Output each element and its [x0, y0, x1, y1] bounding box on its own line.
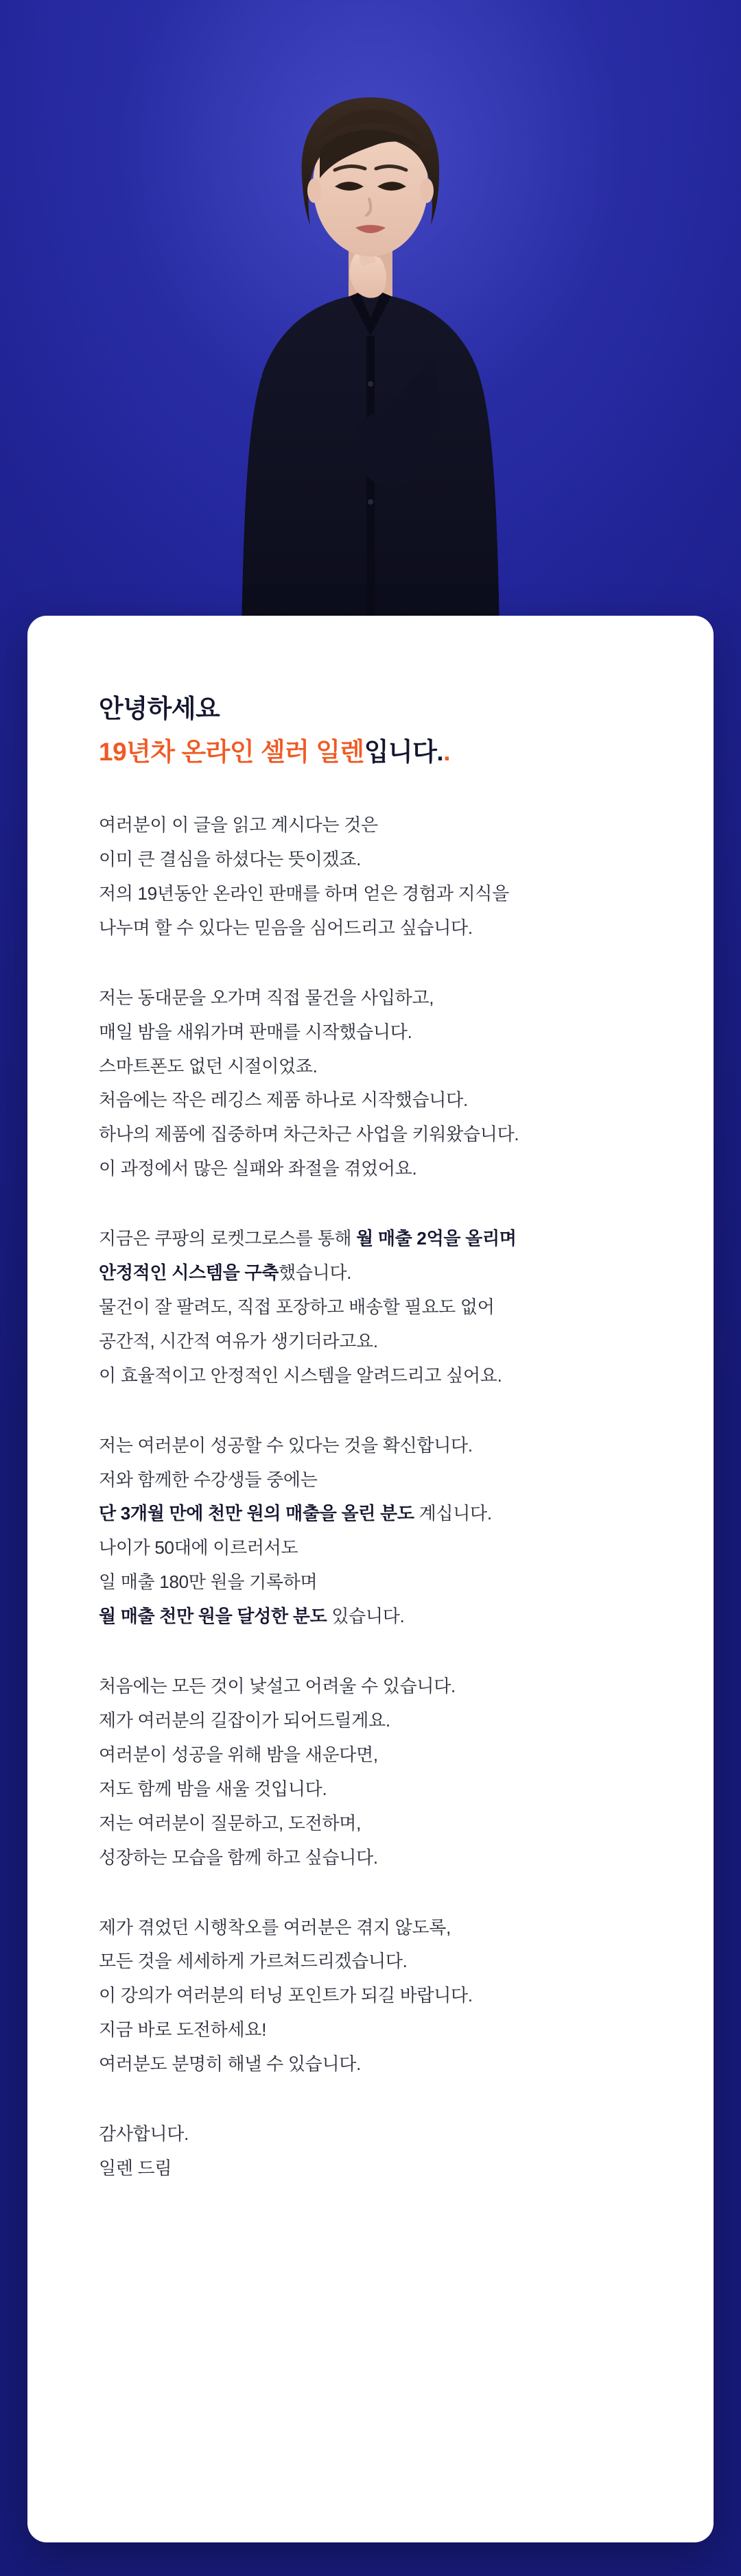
paragraph-line: 일 매출 180만 원을 기록하며 — [99, 1572, 318, 1593]
paragraph-line: 저는 여러분이 성공할 수 있다는 것을 확신합니다. — [99, 1434, 473, 1456]
page-title: 안녕하세요 — [99, 695, 220, 723]
paragraph-line: 이미 큰 결심을 하셨다는 뜻이겠죠. — [99, 848, 362, 869]
page-subtitle-accent: 19년차 온라인 셀러 일렌 — [99, 737, 364, 766]
paragraph-line: 처음에는 작은 레깅스 제품 하나로 시작했습니다. — [99, 1090, 468, 1111]
paragraph-closing — [99, 1911, 642, 2082]
paragraph-line: 지금 바로 도전하세요! — [99, 2019, 267, 2041]
paragraph-line: 안정적인 시스템을 구축했습니다. — [99, 1262, 352, 1284]
paragraph-line: 여러분도 분명히 해낼 수 있습니다. — [99, 2054, 362, 2075]
paragraph-line: 여러분이 성공을 위해 밤을 새운다면, — [99, 1744, 378, 1765]
paragraph-line: 저는 동대문을 오가며 직접 물건을 사입하고, — [99, 987, 434, 1008]
emphasis-text: 안정적인 시스템을 구축 — [99, 1262, 279, 1284]
letter-card-body — [27, 616, 714, 2248]
paragraph-line: 저는 여러분이 질문하고, 도전하며, — [99, 1812, 362, 1833]
paragraph-students — [99, 1429, 642, 1634]
paragraph-now — [99, 1222, 642, 1393]
paragraph-line: 저와 함께한 수강생들 중에는 — [99, 1469, 318, 1490]
emphasis-text: 단 3개월 만에 천만 원의 매출을 올린 분도 — [99, 1503, 414, 1524]
paragraph-line: 이 강의가 여러분의 터닝 포인트가 되길 바랍니다. — [99, 1985, 473, 2006]
emphasis-text: 월 매출 천만 원을 달성한 분도 — [99, 1606, 327, 1627]
paragraph-line: 공간적, 시간적 여유가 생기더라고요. — [99, 1330, 378, 1351]
paragraph-line: 저의 19년동안 온라인 판매를 하며 얻은 경험과 지식을 — [99, 882, 509, 904]
letter-card — [27, 616, 714, 2542]
instructor-portrait — [178, 41, 563, 631]
page-subtitle-rest: 입니다. — [364, 737, 444, 766]
paragraph-support — [99, 1670, 642, 1875]
paragraph-line: 이 효율적이고 안정적인 시스템을 알려드리고 싶어요. — [99, 1364, 502, 1386]
paragraph-line: 나이가 50대에 이르러서도 — [99, 1537, 298, 1558]
paragraph-line: 월 매출 천만 원을 달성한 분도 있습니다. — [99, 1606, 405, 1627]
emphasis-text: 월 매출 2억을 올리며 — [356, 1228, 517, 1249]
paragraph-intro — [99, 808, 642, 946]
paragraph-line: 처음에는 모든 것이 낯설고 어려울 수 있습니다. — [99, 1676, 456, 1697]
paragraph-line: 성장하는 모습을 함께 하고 싶습니다. — [99, 1846, 378, 1868]
paragraph-line: 모든 것을 세세하게 가르쳐드리겠습니다. — [99, 1951, 408, 1972]
paragraph-line: 제가 겪었던 시행착오를 여러분은 겪지 않도록, — [99, 1916, 451, 1938]
page-subtitle-dot: . — [443, 737, 450, 766]
paragraph-line: 여러분이 이 글을 읽고 계시다는 것은 — [99, 815, 378, 836]
page-subtitle — [99, 734, 642, 771]
paragraph-line: 하나의 제품에 집중하며 차근차근 사업을 키워왔습니다. — [99, 1124, 519, 1145]
paragraph-line: 지금은 쿠팡의 로켓그로스를 통해 월 매출 2억을 올리며 — [99, 1228, 517, 1249]
paragraph-line: 물건이 잘 팔려도, 직접 포장하고 배송할 필요도 없어 — [99, 1296, 495, 1317]
letter-paragraphs — [99, 808, 642, 2186]
paragraph-line: 단 3개월 만에 천만 원의 매출을 올린 분도 계십니다. — [99, 1503, 492, 1524]
paragraph-signature — [99, 2117, 642, 2186]
paragraph-line: 제가 여러분의 길잡이가 되어드릴게요. — [99, 1710, 390, 1731]
paragraph-history — [99, 981, 642, 1186]
paragraph-line: 감사합니다. — [99, 2123, 189, 2145]
paragraph-line: 저도 함께 밤을 새울 것입니다. — [99, 1778, 327, 1799]
paragraph-line: 매일 밤을 새워가며 판매를 시작했습니다. — [99, 1021, 412, 1042]
paragraph-line: 일렌 드림 — [99, 2157, 172, 2178]
paragraph-line: 스마트폰도 없던 시절이었죠. — [99, 1055, 318, 1076]
paragraph-line: 이 과정에서 많은 실패와 좌절을 겪었어요. — [99, 1158, 417, 1179]
paragraph-line: 나누며 할 수 있다는 믿음을 심어드리고 싶습니다. — [99, 917, 473, 938]
